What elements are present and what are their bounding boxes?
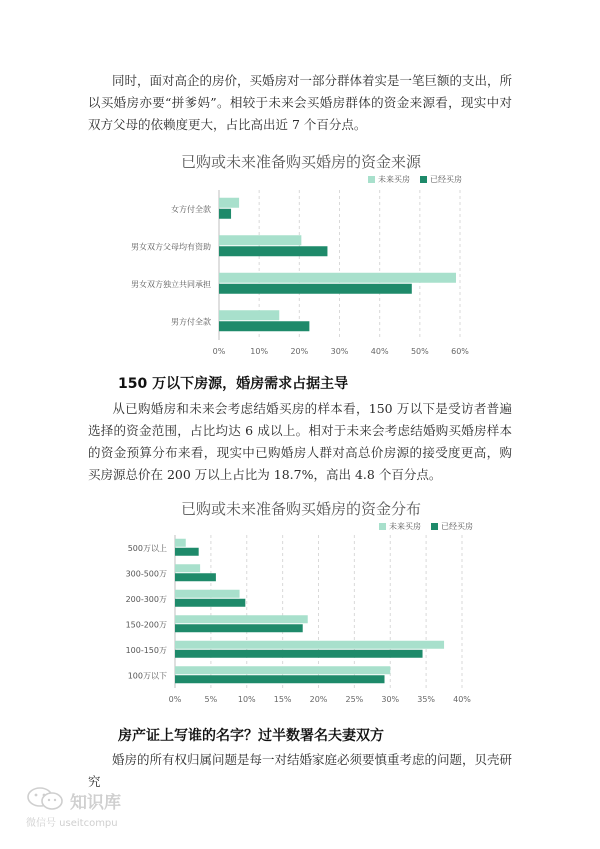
chart-legend-budget-distribution — [379, 521, 473, 532]
bar-future — [219, 235, 301, 245]
legend-item-bought: 已经买房 — [420, 174, 462, 185]
intro-paragraph: 同时，面对高企的房价，买婚房对一部分群体着实是一笔巨额的支出，所以买婚房亦要“拼爹妈”。相较于未来会买婚房群体的资金来源看，现实中对双方父母的依赖度更大，占比高出近 7 个百分点。 — [88, 73, 513, 132]
category-label: 500万以上 — [127, 543, 167, 553]
budget-paragraph: 从已购婚房和未来会考虑结婚买房的样本看，150 万以下是受访者普遍选择的资金范围，占比均达 6 成以上。相对于未来会考虑结婚购买婚房样本的资金预算分布来看，现实中已购婚房人群对高总价房源的接受度更高，购买房源总价在 200 万以上占比为 18.7%，高出 4.8 个百分点。 — [88, 401, 512, 482]
category-label: 女方付全款 — [171, 204, 211, 214]
category-label: 150-200万 — [125, 620, 167, 630]
legend-item-future: 未来买房 — [368, 174, 410, 185]
watermark-account: 微信号 useitcompu — [26, 818, 118, 829]
ownership-paragraph: 婚房的所有权归属问题是每一对结婚家庭必须要慎重考虑的问题，贝壳研究 — [88, 752, 513, 789]
wechat-icon — [26, 786, 66, 812]
category-label: 男女双方父母均有资助 — [131, 242, 211, 252]
x-tick-label: 20% — [309, 695, 328, 704]
x-tick-label: 30% — [381, 695, 400, 704]
x-tick-label: 5% — [204, 695, 218, 704]
legend-item-bought: 已经买房 — [431, 521, 473, 532]
bar-future — [219, 273, 456, 283]
watermark-name: 知识库 — [70, 793, 121, 813]
category-label: 200-300万 — [125, 594, 167, 604]
x-tick-label: 10% — [250, 347, 269, 356]
bar-bought — [219, 246, 327, 256]
category-label: 100万以下 — [127, 671, 167, 681]
section-heading-budget: 150 万以下房源，婚房需求占据主导 — [118, 376, 349, 392]
category-label: 男女双方独立共同承担 — [131, 279, 211, 289]
section-heading-ownership: 房产证上写谁的名字？过半数署名夫妻双方 — [118, 728, 384, 744]
legend-item-future: 未来买房 — [379, 521, 421, 532]
chart-title-budget-distribution: 已购或未来准备购买婚房的资金分布 — [181, 500, 422, 518]
category-label: 100-150万 — [125, 645, 167, 655]
x-tick-label: 30% — [330, 347, 349, 356]
x-tick-label: 15% — [273, 695, 292, 704]
bar-bought — [219, 209, 231, 219]
x-tick-label: 40% — [453, 695, 471, 704]
x-tick-label: 10% — [237, 695, 256, 704]
category-label: 300-500万 — [125, 569, 167, 579]
x-tick-label: 0% — [212, 347, 226, 356]
x-tick-label: 20% — [290, 347, 309, 356]
category-label: 男方付全款 — [171, 317, 211, 327]
bar-bought — [219, 321, 309, 331]
bar-future — [219, 198, 239, 208]
x-tick-label: 25% — [345, 695, 364, 704]
x-tick-label: 60% — [451, 347, 469, 356]
chart-title-funding-source: 已购或未来准备购买婚房的资金来源 — [181, 153, 422, 171]
x-tick-label: 0% — [168, 695, 182, 704]
x-tick-label: 50% — [410, 347, 429, 356]
x-tick-label: 35% — [417, 695, 436, 704]
bar-bought — [219, 284, 412, 294]
bar-future — [219, 310, 279, 320]
x-tick-label: 40% — [370, 347, 389, 356]
